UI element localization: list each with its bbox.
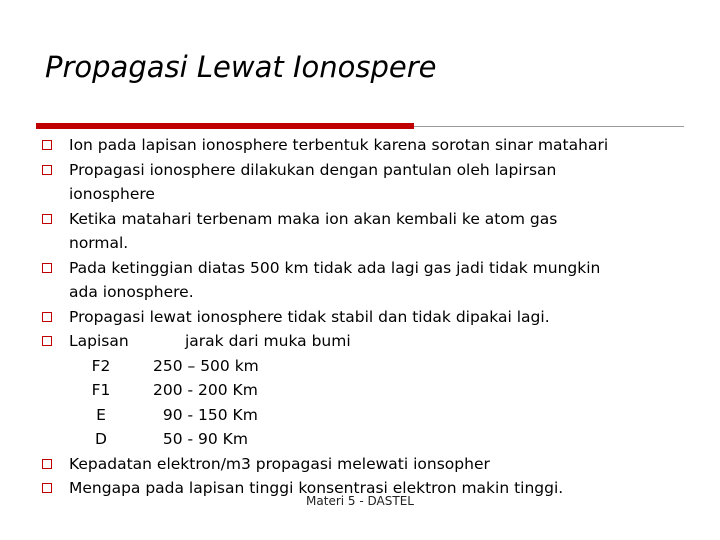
bullet-text-line: ionosphere [69, 185, 155, 203]
bullet-text-line: Pada ketinggian diatas 500 km tidak ada lagi gas jadi tidak mungkin [69, 258, 601, 277]
bullet-item [42, 158, 692, 207]
slide-footer: Materi 5 - DASTEL [306, 494, 414, 508]
table-row [42, 354, 692, 379]
title-accent-bar [36, 123, 414, 129]
bullet-text-line: Mengapa pada lapisan tinggi konsentrasi elektron makin tinggi. [69, 479, 564, 497]
table-row [42, 378, 692, 403]
table-header-distance: jarak dari muka bumi [185, 332, 351, 350]
bullet-item [42, 207, 692, 256]
hollow-square-bullet-icon [42, 459, 52, 469]
hollow-square-bullet-icon [42, 140, 52, 150]
hollow-square-bullet-icon [42, 312, 52, 322]
table-header-layer: Lapisan [69, 332, 129, 350]
bullet-list [42, 133, 692, 329]
bullet-item [42, 452, 692, 477]
hollow-square-bullet-icon [42, 336, 52, 346]
layer-name: D [95, 430, 107, 448]
bullet-text-line: ada ionosphere. [69, 283, 194, 301]
hollow-square-bullet-icon [42, 483, 52, 493]
bullet-item [42, 256, 692, 305]
bullet-item [42, 329, 692, 354]
layer-table [42, 354, 692, 452]
layer-name: F1 [91, 381, 111, 399]
bullet-text-line: Propagasi lewat ionosphere tidak stabil dan tidak dipakai lagi. [69, 307, 550, 326]
content-area [42, 133, 692, 501]
layer-distance: 50 - 90 Km [153, 430, 248, 448]
slide-title: Propagasi Lewat Ionospere [45, 50, 437, 84]
bullet-item [42, 305, 692, 330]
hollow-square-bullet-icon [42, 214, 52, 224]
layer-name: F2 [91, 356, 111, 375]
bullet-text-line: Ketika matahari terbenam maka ion akan kembali ke atom gas [69, 209, 558, 228]
layer-distance: 250 – 500 km [153, 356, 259, 375]
bullet-text-line: Propagasi ionosphere dilakukan dengan pantulan oleh lapirsan [69, 160, 557, 179]
hollow-square-bullet-icon [42, 263, 52, 273]
bullet-text-line: Kepadatan elektron/m3 propagasi melewati ionsopher [69, 454, 490, 473]
bullet-item [42, 133, 692, 158]
layer-distance: 200 - 200 Km [153, 381, 258, 399]
table-row [42, 427, 692, 452]
layer-distance: 90 - 150 Km [153, 405, 258, 424]
table-row [42, 403, 692, 428]
layer-name: E [96, 405, 106, 424]
bullet-text-line: normal. [69, 234, 129, 252]
bullet-text-line: Ion pada lapisan ionosphere terbentuk karena sorotan sinar matahari [69, 136, 609, 154]
hollow-square-bullet-icon [42, 165, 52, 175]
